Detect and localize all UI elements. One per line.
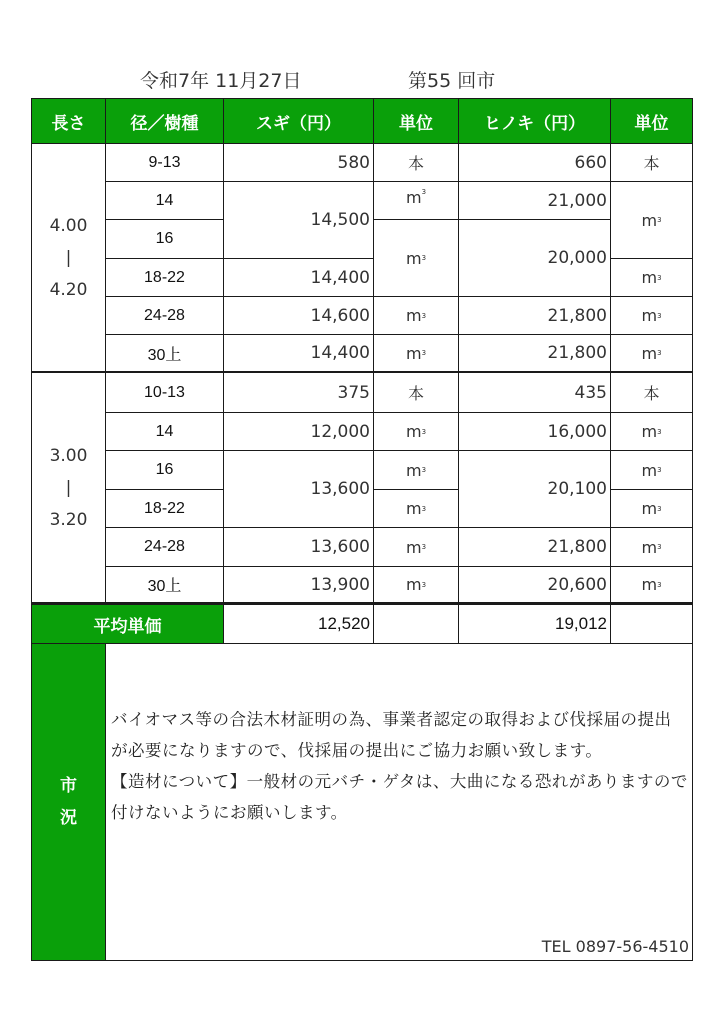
diameter-cell: 18-22 [105,258,224,297]
sugi-unit: m 3 [373,566,459,605]
sugi-price: 14,400 [223,334,374,374]
hinoki-unit: m 3 [610,258,693,297]
sugi-unit: m 3 [373,450,459,490]
sugi-price: 12,000 [223,412,374,451]
hinoki-price: 20,100 [458,450,611,528]
sugi-price: 580 [223,143,374,182]
hinoki-unit: m 3 [610,527,693,567]
market-label: 市 況 [31,643,106,961]
length-from: 4.00 [49,215,88,236]
header-sugi: スギ（円） [223,98,374,144]
market-paragraph-2: 【造材について】一般材の元バチ・ゲタは、大曲になる恐れがありますので付けないようにお願いします。 [111,772,688,822]
average-label: 平均単価 [31,604,224,644]
hinoki-price: 20,600 [458,566,611,605]
header-sugi-unit: 単位 [373,98,459,144]
sugi-price: 375 [223,372,374,413]
length-to: 4.20 [49,279,88,300]
sugi-unit: m 3 [373,527,459,567]
hinoki-price: 21,800 [458,527,611,567]
header-hinoki-unit: 単位 [610,98,693,144]
hinoki-unit: m 3 [610,566,693,605]
sugi-unit: m 3 [373,489,459,528]
sugi-unit: 本 [373,372,459,413]
hinoki-price: 21,000 [458,181,611,220]
length-sep: | [65,477,72,498]
diameter-cell: 9-13 [105,143,224,182]
sugi-price: 14,500 [223,181,374,259]
sugi-price: 13,900 [223,566,374,605]
length-to: 3.20 [49,509,88,530]
hinoki-unit: m 3 [610,296,693,335]
hinoki-unit: m 3 [610,181,693,259]
hinoki-price: 21,800 [458,334,611,374]
sugi-price: 13,600 [223,450,374,528]
diameter-cell: 10-13 [105,372,224,413]
sugi-price: 14,400 [223,258,374,297]
diameter-cell: 24-28 [105,527,224,567]
hinoki-price: 20,000 [458,219,611,297]
length-3m [31,372,106,605]
sugi-unit: m 3 [373,412,459,451]
hinoki-unit: 本 [610,143,693,182]
market-body [105,643,693,961]
header-diameter: 径／樹種 [105,98,224,144]
title-session: 第55 回市 [408,70,496,92]
tel-number: TEL 0897-56-4510 [541,937,689,956]
market-text [111,704,688,828]
market-paragraph-1: バイオマス等の合法木材証明の為、事業者認定の取得および伐採届の提出が必要になりますので、伐採届の提出にご協力お願い致します。 [111,710,672,760]
hinoki-unit: m 3 [610,412,693,451]
hinoki-price: 660 [458,143,611,182]
length-from: 3.00 [49,445,88,466]
diameter-cell: 16 [105,450,224,490]
average-hinoki: 19,012 [458,604,611,644]
hinoki-unit: m 3 [610,450,693,490]
sugi-unit: m 3 [373,296,459,335]
header-hinoki: ヒノキ（円） [458,98,611,144]
average-sugi: 12,520 [223,604,374,644]
length-sep: | [65,247,72,268]
diameter-cell: 24-28 [105,296,224,335]
sugi-price: 14,600 [223,296,374,335]
sugi-unit: 本 [373,143,459,182]
header-length: 長さ [31,98,106,144]
diameter-cell: 14 [105,412,224,451]
hinoki-unit: m 3 [610,334,693,374]
sugi-unit: m 3 [373,219,459,297]
sugi-unit: m $^3$ [373,181,459,220]
hinoki-price: 21,800 [458,296,611,335]
length-4m [31,143,106,374]
hinoki-price: 16,000 [458,412,611,451]
hinoki-price: 435 [458,372,611,413]
sugi-unit: m 3 [373,334,459,374]
title-date: 令和7年 11月27日 [140,70,302,92]
sugi-price: 13,600 [223,527,374,567]
diameter-cell: 30上 [105,334,224,374]
diameter-cell: 16 [105,219,224,259]
diameter-cell: 18-22 [105,489,224,528]
hinoki-unit: 本 [610,372,693,413]
hinoki-unit: m 3 [610,489,693,528]
average-hinoki-unit [610,604,693,644]
diameter-cell: 14 [105,181,224,220]
diameter-cell: 30上 [105,566,224,605]
average-sugi-unit [373,604,459,644]
